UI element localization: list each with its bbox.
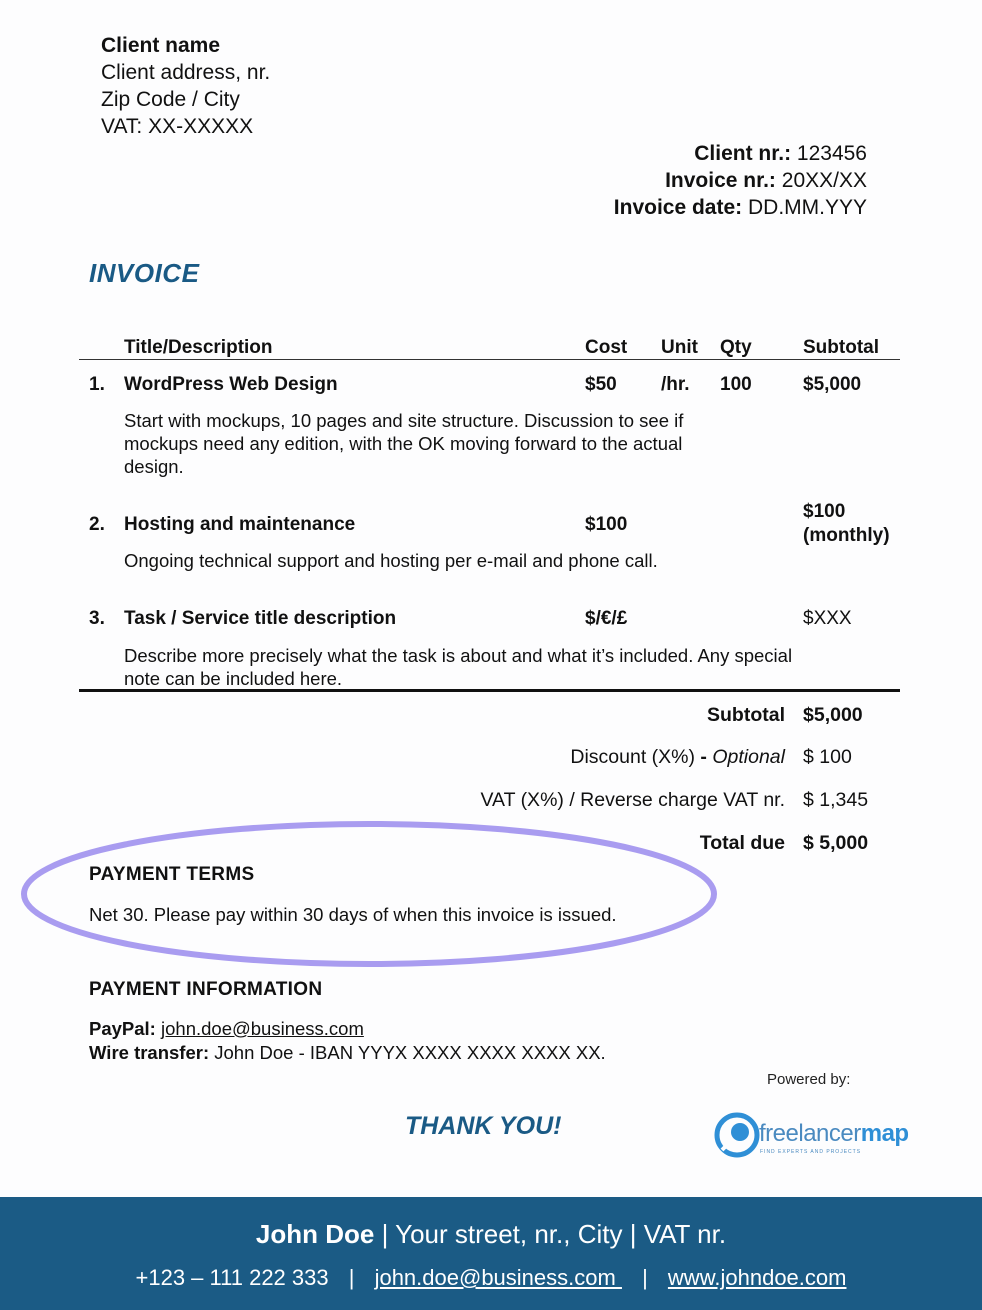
item-title: Hosting and maintenance [124,514,356,535]
subtotal-label: Subtotal [707,704,785,726]
item-number: 3. [89,608,105,629]
footer-website-link[interactable]: www.johndoe.com [667,1265,847,1290]
logo-tagline: FIND EXPERTS AND PROJECTS [760,1149,862,1155]
invoice-nr-label: Invoice nr.: [665,169,776,192]
footer-email-link[interactable]: john.doe@business.com [374,1265,622,1290]
footer-separator: | [348,1265,355,1290]
total-due-value: $ 5,000 [803,832,869,854]
item-cost: $100 [585,514,628,535]
total-due-label: Total due [699,832,785,854]
item-subtotal: $100 [803,501,846,522]
logo-wordmark [759,1120,909,1148]
wire-value: John Doe - IBAN YYYX XXXX XXXX XXXX XX. [209,1042,606,1063]
wire-line [89,1042,606,1064]
item-description: Start with mockups, 10 pages and site structure. Discussion to see if mockups need any edition, with the OK moving forward to the actual design. [124,410,684,477]
footer-contact [0,1265,982,1291]
footer-vat: VAT nr. [643,1219,727,1249]
header-title: Title/Description [124,337,273,358]
item-cost: $50 [585,374,617,395]
paypal-email-link[interactable]: john.doe@business.com [161,1018,364,1039]
payment-terms-text: Net 30. Please pay within 30 days of when this invoice is issued. [89,904,617,925]
header-cost: Cost [585,337,628,358]
item-number: 2. [89,514,105,535]
client-name: Client name [101,34,221,57]
discount-label-group [570,746,785,769]
client-vat: VAT: XX-XXXXX [101,115,254,138]
item-subtotal-note: (monthly) [803,525,890,546]
paypal-line [89,1018,364,1040]
logo-text-bold: map [860,1120,909,1147]
header-divider [79,359,900,360]
item-qty: 100 [720,374,752,395]
footer-phone: +123 – 111 222 333 [135,1265,329,1290]
freelancermap-logo [714,1112,914,1160]
client-nr-label: Client nr.: [694,142,792,165]
highlight-ellipse [20,820,718,968]
item-subtotal: $5,000 [803,374,862,395]
item-number: 1. [89,374,105,395]
invoice-nr-value: 20XX/XX [775,169,867,192]
payment-info-title: PAYMENT INFORMATION [89,979,323,1000]
invoice-meta [614,140,867,221]
invoice-date [614,194,867,221]
footer-separator: | [381,1219,389,1249]
item-subtotal: $XXX [803,608,852,629]
discount-value: $ 100 [803,746,852,768]
client-info [101,32,270,140]
vat-value: $ 1,345 [803,789,869,811]
paypal-label: PayPal: [89,1018,156,1039]
vat-label: VAT (X%) / Reverse charge VAT nr. [480,789,785,811]
client-nr [614,140,867,167]
header-qty: Qty [720,337,752,358]
discount-optional: Optional [712,746,785,768]
thank-you: THANK YOU! [405,1112,562,1140]
wire-label: Wire transfer: [89,1042,210,1063]
footer [0,1197,982,1310]
item-title: WordPress Web Design [124,374,338,395]
item-cost: $/€/£ [585,608,628,629]
header-subtotal: Subtotal [803,337,879,358]
item-description: Ongoing technical support and hosting per e-mail and phone call. [124,550,658,571]
footer-separator: | [642,1265,648,1290]
footer-name: John Doe [255,1219,375,1249]
powered-by-label: Powered by: [767,1071,851,1088]
invoice-date-label: Invoice date: [613,196,743,219]
subtotal-value: $5,000 [803,704,863,726]
invoice-nr [614,167,867,194]
item-description: Describe more precisely what the task is about and what it’s included. Any special note can be included here. [124,645,793,689]
table-bottom-divider [79,689,900,692]
item-title: Task / Service title description [124,608,397,629]
discount-dash: - [695,746,713,768]
footer-address: Your street, nr., City [395,1219,623,1249]
footer-identity [0,1219,982,1250]
invoice-date-value: DD.MM.YYY [742,196,867,219]
footer-separator: | [629,1219,637,1249]
client-nr-value: 123456 [791,142,867,165]
client-address: Client address, nr. [101,61,271,84]
item-unit: /hr. [661,374,690,395]
invoice-title: INVOICE [89,258,200,288]
logo-mark-icon [714,1112,760,1158]
payment-terms-title: PAYMENT TERMS [89,864,255,885]
client-zip-city: Zip Code / City [101,88,240,111]
discount-label: Discount (X%) [570,746,696,768]
header-unit: Unit [661,337,698,358]
logo-text-light: freelancer [759,1120,861,1147]
